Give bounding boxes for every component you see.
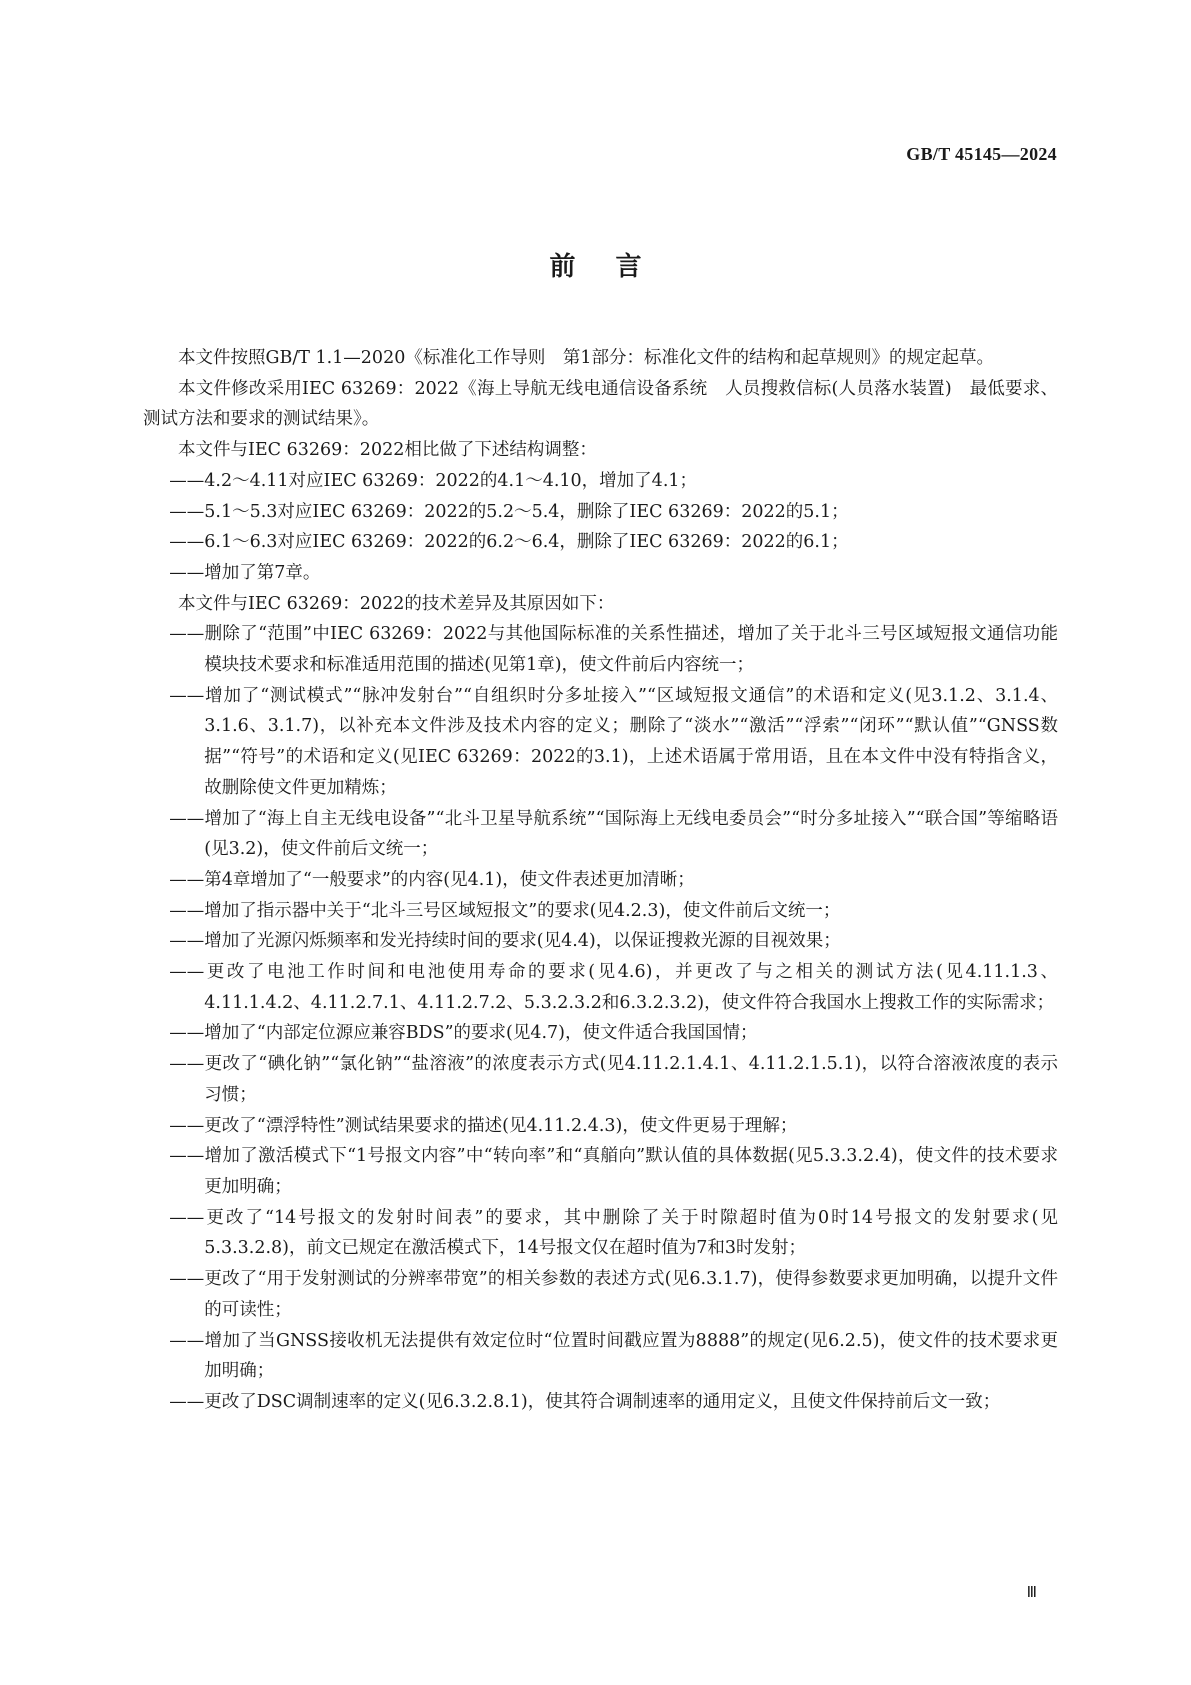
standard-code: GB/T 45145—2024 xyxy=(906,144,1057,164)
list-item: ——更改了“碘化钠”“氯化钠”“盐溶液”的浓度表示方式(见4.11.2.1.4.1、4.11.2.1.5.1)，以符合溶液浓度的表示习惯； xyxy=(169,1054,1058,1105)
list-item: ——增加了光源闪烁频率和发光持续时间的要求(见4.4)，以保证搜救光源的目视效果； xyxy=(169,931,841,952)
paragraph: 本文件修改采用IEC 63269：2022《海上导航无线电通信设备系统 人员搜救信标(人员落水装置) 最低要求、测试方法和要求的测试结果》。 xyxy=(143,378,1058,430)
list-item: ——5.1～5.3对应IEC 63269：2022的5.2～5.4，删除了IEC 63269：2022的5.1； xyxy=(169,501,849,522)
list-item: ——删除了“范围”中IEC 63269：2022与其他国际标准的关系性描述，增加了关于北斗三号区域短报文通信功能模块技术要求和标准适用范围的描述(见第1章)，使文件前后内容统一； xyxy=(169,624,1058,676)
list-item: ——更改了“14号报文的发射时间表”的要求，其中删除了关于时隙超时值为0时14号报文的发射要求(见5.3.3.2.8)，前文已规定在激活模式下，14号报文仅在超时值为7和3时发射； xyxy=(169,1207,1058,1259)
page-title: 前言 xyxy=(549,252,682,282)
paragraph: 本文件与IEC 63269：2022的技术差异及其原因如下： xyxy=(178,593,615,614)
list-item: ——增加了“测试模式”“脉冲发射台”“自组织时分多址接入”“区域短报文通信”的术语和定义(见3.1.2、3.1.4、3.1.6、3.1.7)，以补充本文件涉及技术内容的定义；删除了“淡水”“激活”“浮索”“闭环”“默认值”“GNSS数据”“符号”的术语和定义(见IEC 63269：2022的3.1)，上述术语属于常用语，且在本文件中没有特指含义，故删除使文件更加精炼； xyxy=(169,685,1058,798)
list-item: ——更改了电池工作时间和电池使用寿命的要求(见4.6)，并更改了与之相关的测试方法(见4.11.1.3、4.11.1.4.2、4.11.2.7.1、4.11.2.7.2、5.3.2.3.2和6.3.2.3.2)，使文件符合我国水上搜救工作的实际需求； xyxy=(169,962,1058,1013)
foreword-body xyxy=(143,343,1058,1418)
list-item: ——更改了DSC调制速率的定义(见6.3.2.8.1)，使其符合调制速率的通用定义，且使文件保持前后文一致； xyxy=(169,1391,1001,1412)
paragraph: 本文件与IEC 63269：2022相比做了下述结构调整： xyxy=(178,440,597,461)
paragraph: 本文件按照GB/T 1.1—2020《标准化工作导则 第1部分：标准化文件的结构和起草规则》的规定起草。 xyxy=(178,348,994,368)
list-item: ——更改了“用于发射测试的分辨率带宽”的相关参数的表述方式(见6.3.1.7)，使得参数要求更加明确，以提升文件的可读性； xyxy=(169,1269,1058,1320)
page-number: Ⅲ xyxy=(1026,1585,1037,1601)
list-item: ——增加了“内部定位源应兼容BDS”的要求(见4.7)，使文件适合我国国情； xyxy=(169,1023,758,1044)
list-item: ——4.2～4.11对应IEC 63269：2022的4.1～4.10，增加了4.1； xyxy=(169,470,698,491)
list-item: ——增加了指示器中关于“北斗三号区域短报文”的要求(见4.2.3)，使文件前后文统一； xyxy=(169,900,841,921)
list-item: ——第4章增加了“一般要求”的内容(见4.1)，使文件表述更加清晰； xyxy=(169,869,695,890)
list-item: ——增加了当GNSS接收机无法提供有效定位时“位置时间戳应置为8888”的规定(见6.2.5)，使文件的技术要求更加明确； xyxy=(169,1330,1058,1382)
list-item: ——更改了“漂浮特性”测试结果要求的描述(见4.11.2.4.3)，使文件更易于理解； xyxy=(169,1115,798,1136)
list-item: ——增加了第7章。 xyxy=(169,562,321,583)
list-item: ——6.1～6.3对应IEC 63269：2022的6.2～6.4，删除了IEC 63269：2022的6.1； xyxy=(169,532,849,553)
list-item: ——增加了激活模式下“1号报文内容”中“转向率”和“真艏向”默认值的具体数据(见5.3.3.2.4)，使文件的技术要求更加明确； xyxy=(169,1146,1058,1197)
list-item: ——增加了“海上自主无线电设备”“北斗卫星导航系统”“国际海上无线电委员会”“时分多址接入”“联合国”等缩略语(见3.2)，使文件前后文统一； xyxy=(169,808,1058,860)
